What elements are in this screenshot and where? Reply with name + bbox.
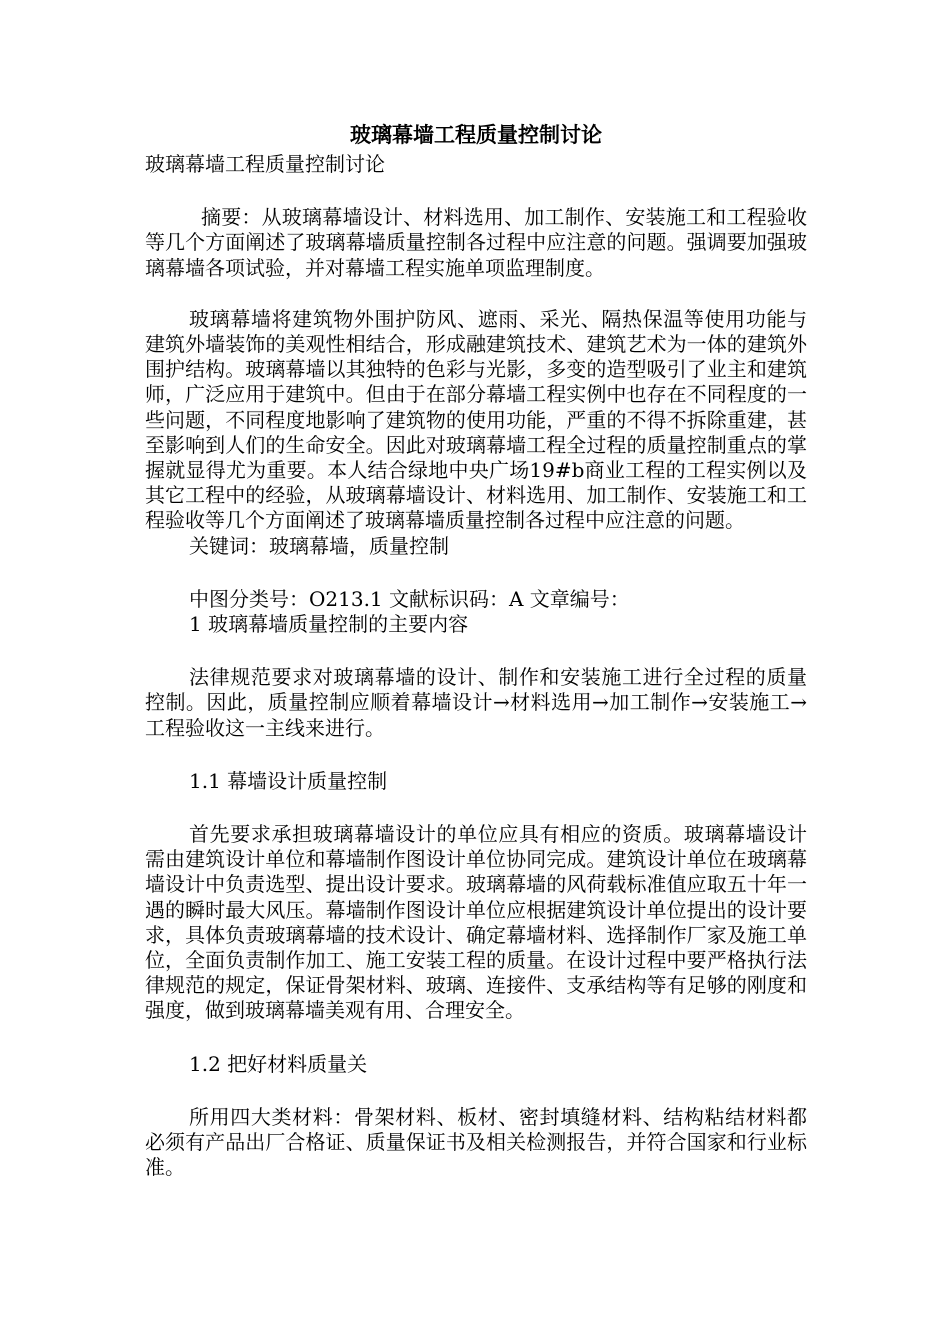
- spacer: [145, 559, 807, 587]
- spacer: [145, 741, 807, 769]
- spacer: [145, 637, 807, 665]
- spacer: [145, 794, 807, 822]
- document-page: [145, 118, 807, 1181]
- spacer: [145, 177, 807, 205]
- section-1-1-heading: 1.1 幕墙设计质量控制: [189, 768, 388, 793]
- intro-paragraph: 玻璃幕墙将建筑物外围护防风、遮雨、采光、隔热保温等使用功能与建筑外墙装饰的美观性相结合，形成融建筑技术、建筑艺术为一体的建筑外围护结构。玻璃幕墙以其独特的色彩与光影，多变的造型吸引了业主和建筑师，广泛应用于建筑中。但由于在部分幕墙工程实例中也存在不同程度的一些问题，不同程度地影响了建筑物的使用功能，严重的不得不拆除重建，甚至影响到人们的生命安全。因此对玻璃幕墙工程全过程的质量控制重点的掌握就显得尤为重要。本人结合绿地中央广场19#b商业工程的工程实例以及其它工程中的经验，从玻璃幕墙设计、材料选用、加工制作、安装施工和工程验收等几个方面阐述了玻璃幕墙质量控制各过程中应注意的问题。: [145, 306, 807, 533]
- spacer: [145, 1024, 807, 1052]
- section-1-1-paragraph: 首先要求承担玻璃幕墙设计的单位应具有相应的资质。玻璃幕墙设计需由建筑设计单位和幕墙制作图设计单位协同完成。建筑设计单位在玻璃幕墙设计中负责选型、提出设计要求。玻璃幕墙的风荷载标准值应取五十年一遇的瞬时最大风压。幕墙制作图设计单位应根据建筑设计单位提出的设计要求，具体负责玻璃幕墙的技术设计、确定幕墙材料、选择制作厂家及施工单位，全面负责制作加工、施工安装工程的质量。在设计过程中要严格执行法律规范的规定，保证骨架材料、玻璃、连接件、支承结构等有足够的刚度和强度，做到玻璃幕墙美观有用、合理安全。: [145, 822, 807, 1023]
- spacer: [145, 1077, 807, 1105]
- section-1-heading: 1 玻璃幕墙质量控制的主要内容: [189, 612, 469, 637]
- spacer: [145, 281, 807, 307]
- section-1-2-heading: 1.2 把好材料质量关: [189, 1051, 368, 1076]
- abstract-paragraph: 摘要：从玻璃幕墙设计、材料选用、加工制作、安装施工和工程验收等几个方面阐述了玻璃幕墙质量控制各过程中应注意的问题。强调要加强玻璃幕墙各项试验，并对幕墙工程实施单项监理制度。: [145, 205, 807, 280]
- section-1-paragraph: 法律规范要求对玻璃幕墙的设计、制作和安装施工进行全过程的质量控制。因此，质量控制应顺着幕墙设计→材料选用→加工制作→安装施工→工程验收这一主线来进行。: [145, 665, 807, 740]
- classification-line: 中图分类号：O213.1 文献标识码：A 文章编号：: [189, 586, 630, 611]
- section-1-2-paragraph: 所用四大类材料：骨架材料、板材、密封填缝材料、结构粘结材料都必须有产品出厂合格证、质量保证书及相关检测报告，并符合国家和行业标准。: [145, 1104, 807, 1180]
- keywords-line: 关键词：玻璃幕墙，质量控制: [189, 533, 449, 558]
- document-title: 玻璃幕墙工程质量控制讨论: [350, 122, 602, 147]
- document-subtitle: 玻璃幕墙工程质量控制讨论: [145, 152, 385, 176]
